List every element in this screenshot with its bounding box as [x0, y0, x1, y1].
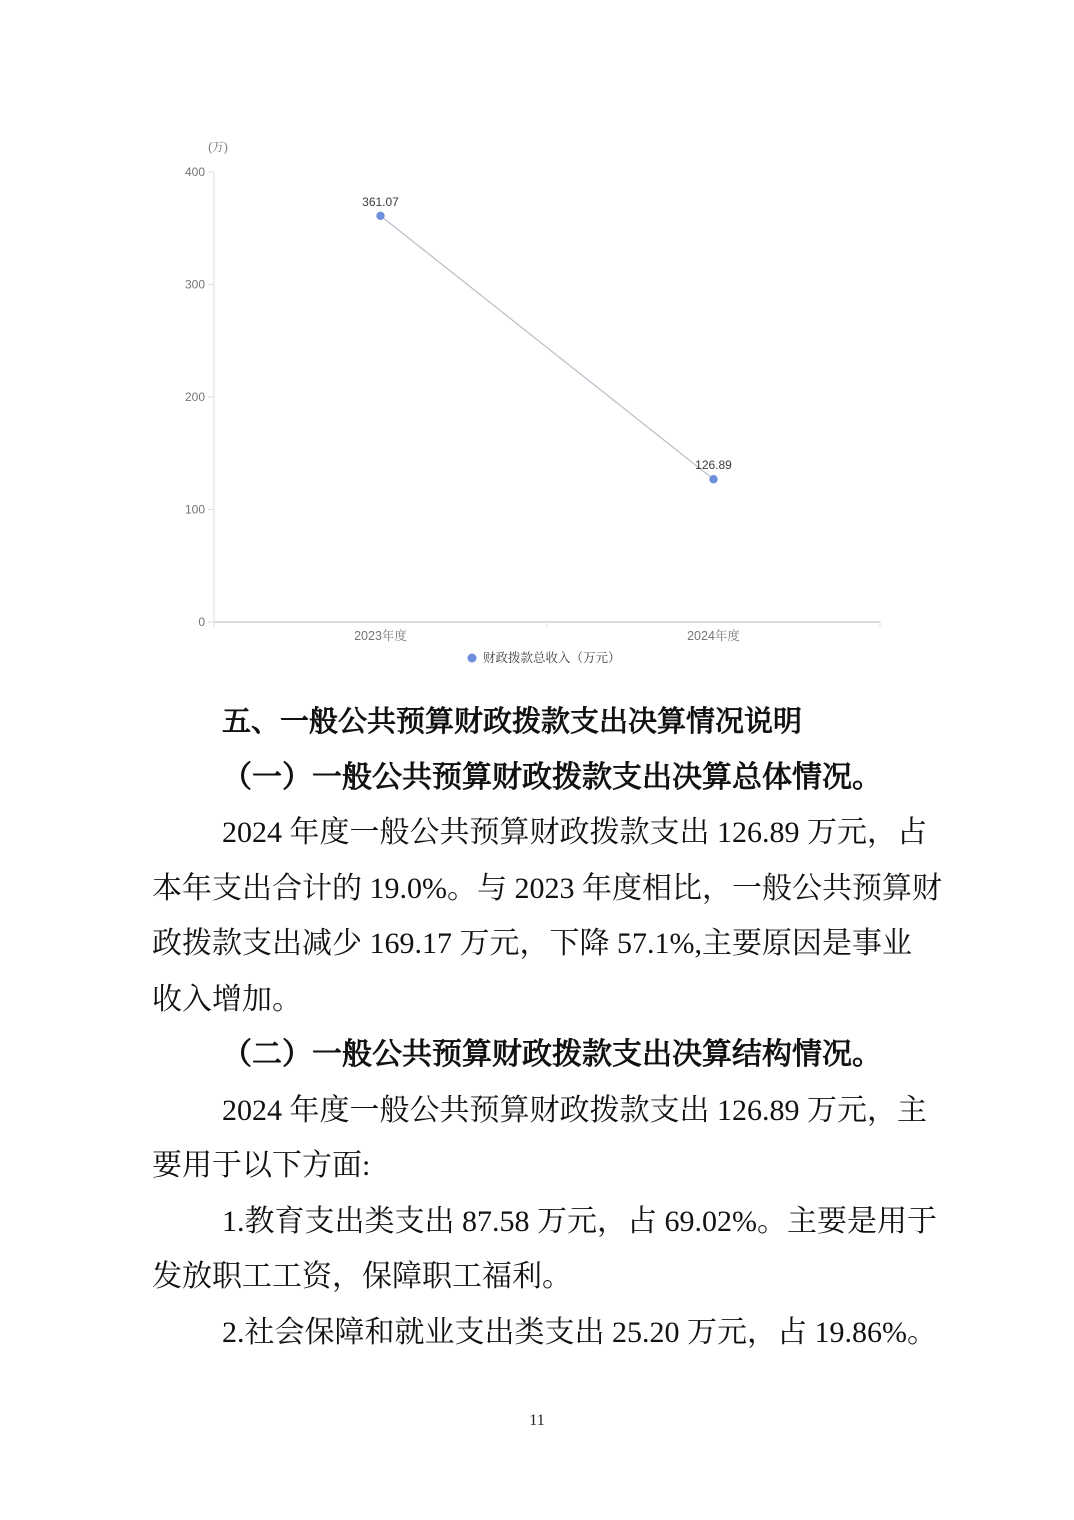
data-point-marker	[376, 212, 384, 220]
paragraph-1-line-4: 收入增加。	[152, 983, 302, 1016]
y-axis-tick-label: 400	[184, 165, 205, 179]
paragraph-1-line-3: 政拨款支出减少 169.17 万元，下降 57.1%,主要原因是事业	[152, 927, 912, 960]
paragraph-2-line-2: 要用于以下方面:	[152, 1149, 371, 1182]
y-axis-tick-label: 0	[198, 615, 205, 629]
x-axis-category-label: 2023年度	[354, 629, 407, 643]
series-line	[381, 216, 714, 479]
y-axis-tick-label: 200	[184, 390, 205, 404]
legend-label: 财政拨款总收入（万元）	[483, 651, 621, 665]
data-point-label: 361.07	[362, 194, 399, 209]
fiscal-income-line-chart	[150, 128, 910, 680]
data-point-marker	[709, 475, 717, 483]
paragraph-1-line-1: 2024 年度一般公共预算财政拨款支出 126.89 万元，占	[222, 816, 927, 849]
y-axis-tick-label: 300	[184, 277, 205, 292]
y-axis-unit-label: (万)	[208, 140, 228, 154]
section-heading: 五、一般公共预算财政拨款支出决算情况说明	[222, 706, 803, 738]
list-item-1-line-2: 发放职工工资，保障职工福利。	[152, 1260, 572, 1293]
subsection-heading-1: （一）一般公共预算财政拨款支出决算总体情况。	[222, 761, 882, 794]
y-axis-tick-label: 100	[184, 502, 205, 517]
list-item-1-line-1: 1.教育支出类支出 87.58 万元，占 69.02%。主要是用于	[222, 1205, 937, 1238]
subsection-heading-2: （二）一般公共预算财政拨款支出决算结构情况。	[222, 1038, 882, 1071]
data-point-label: 126.89	[695, 458, 732, 473]
chart-svg	[150, 128, 910, 680]
list-item-2-line-1: 2.社会保障和就业支出类支出 25.20 万元，占 19.86%。	[222, 1316, 937, 1349]
page-number: 11	[529, 1412, 545, 1429]
paragraph-1-line-2: 本年支出合计的 19.0%。与 2023 年度相比，一般公共预算财	[152, 872, 942, 905]
x-axis-category-label: 2024年度	[687, 629, 740, 643]
legend-marker-icon	[468, 654, 477, 663]
paragraph-2-line-1: 2024 年度一般公共预算财政拨款支出 126.89 万元，主	[222, 1094, 927, 1127]
